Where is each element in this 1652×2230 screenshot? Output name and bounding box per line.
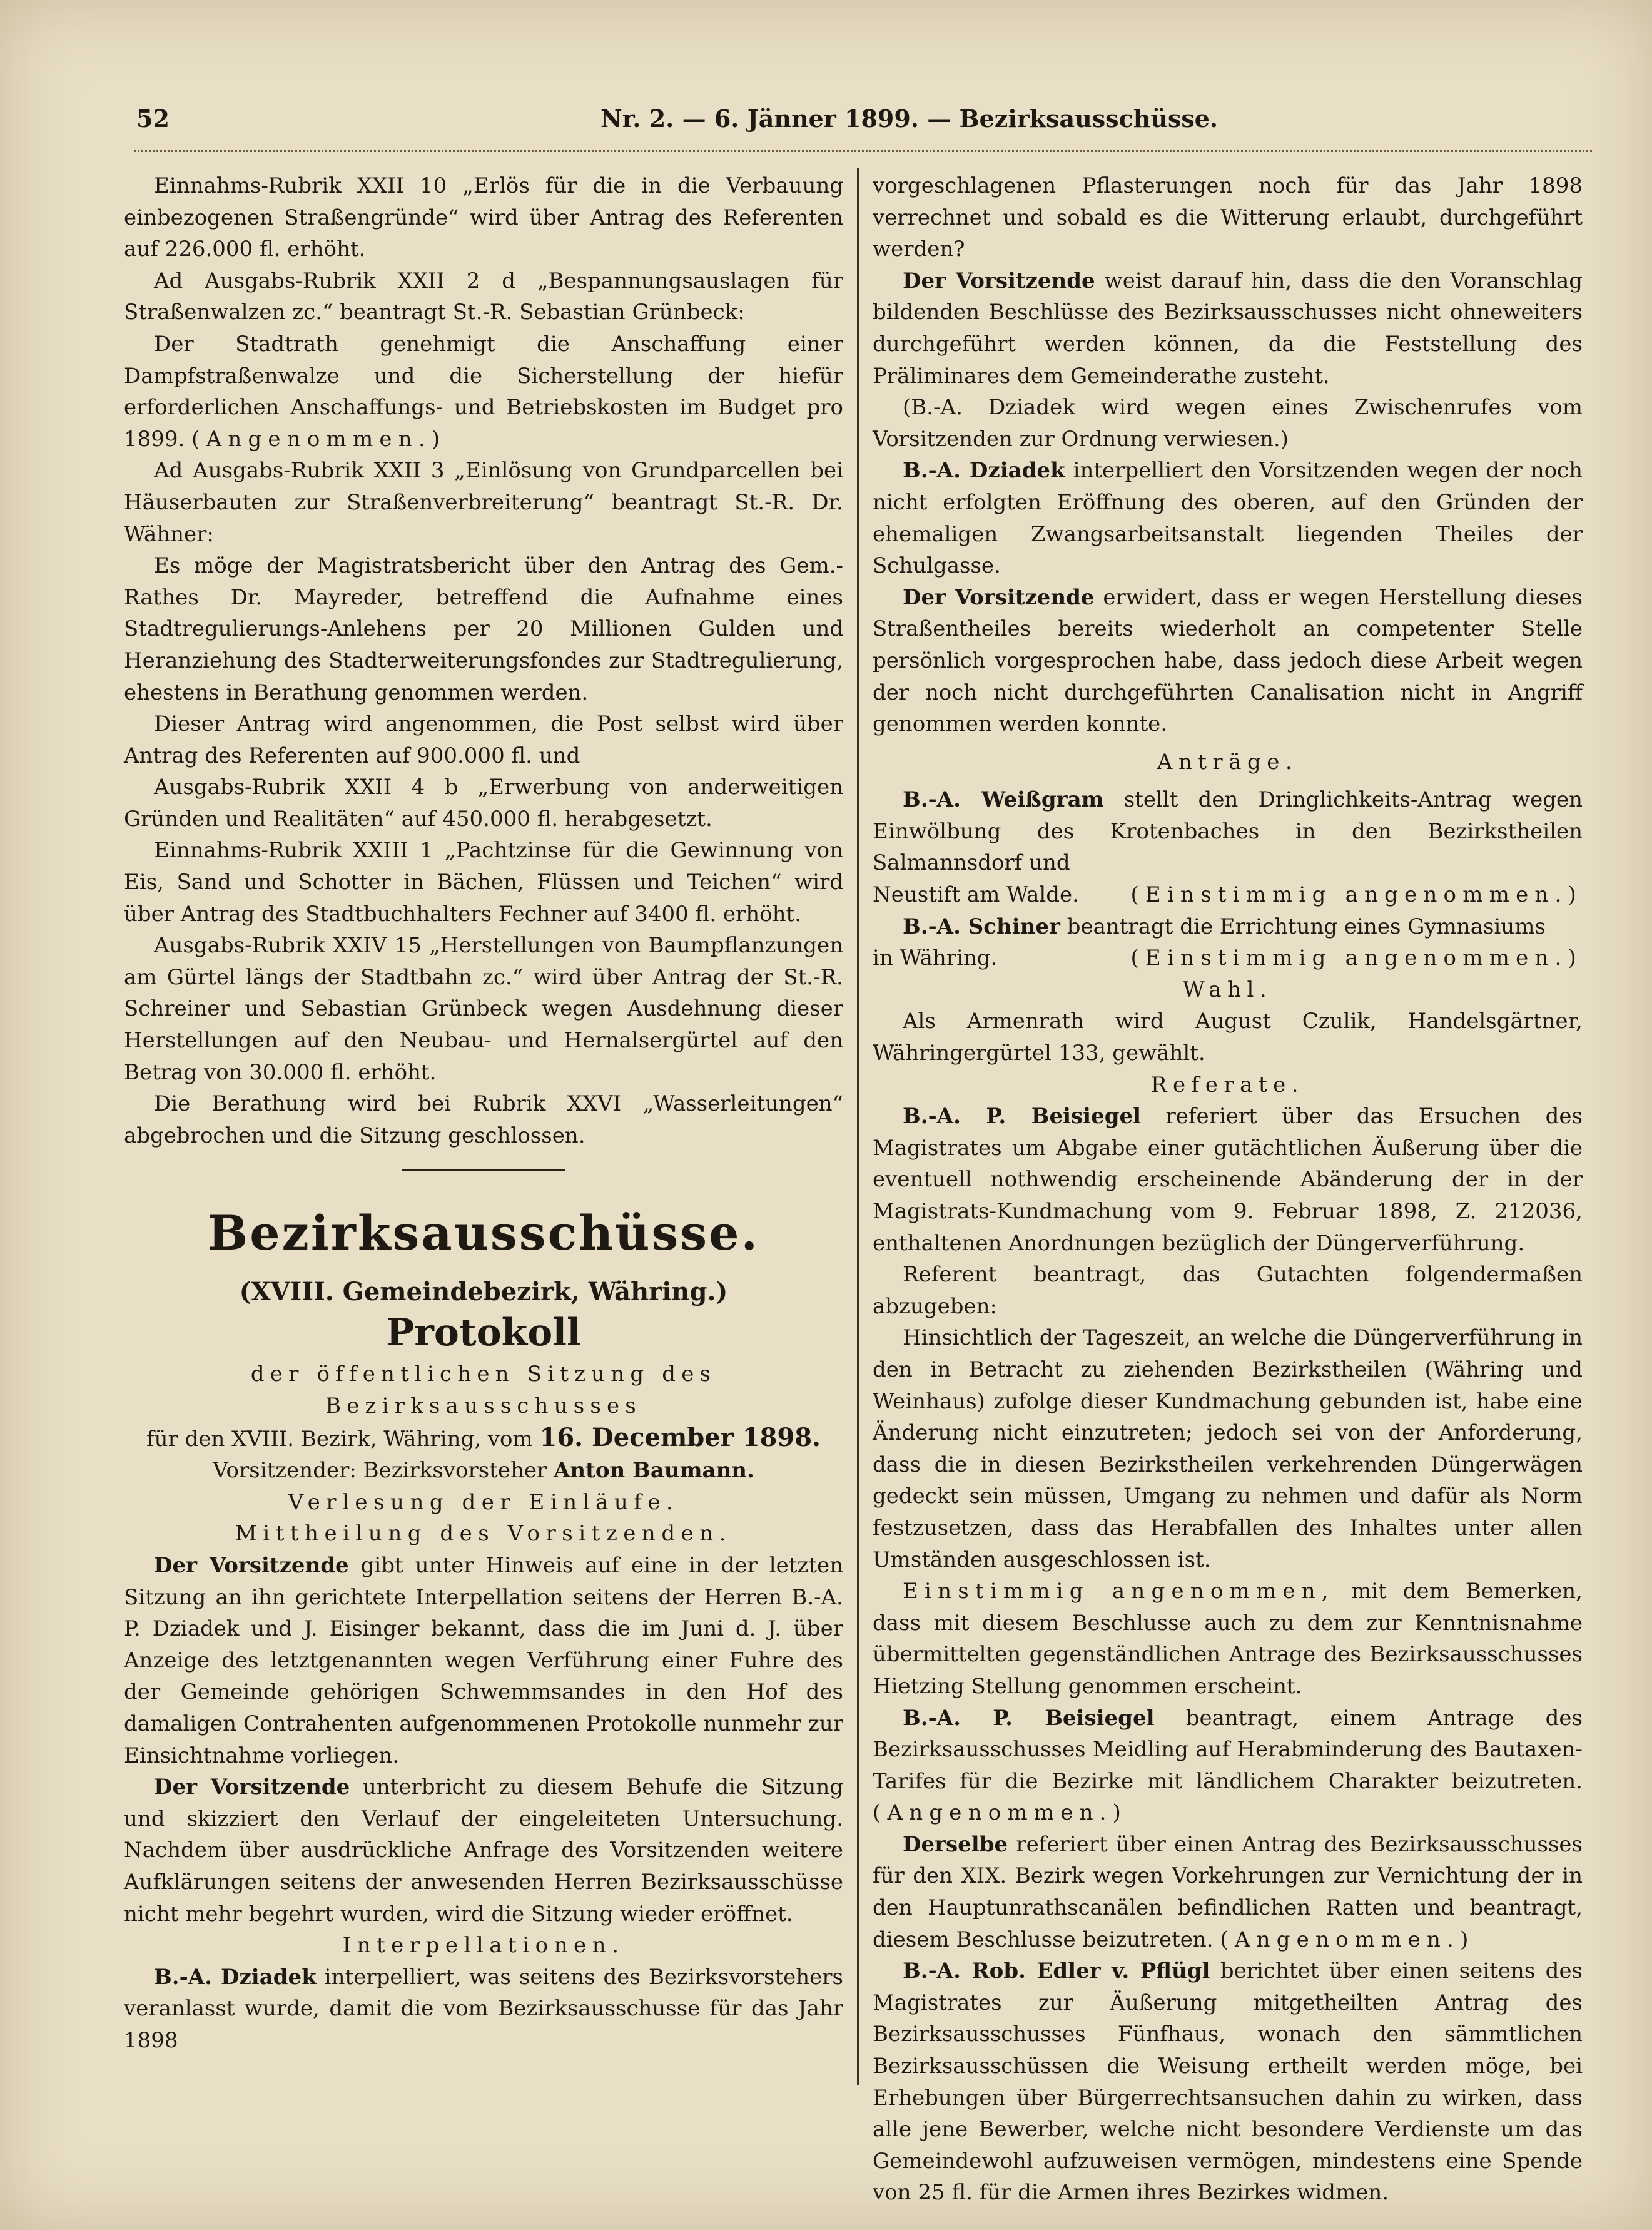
speaker-name: B.-A. P. Beisiegel bbox=[903, 1104, 1142, 1129]
speaker-name: Der Vorsitzende bbox=[154, 1774, 350, 1800]
paragraph: Einnahms-Rubrik XXIII 1 „Pachtzinse für die Gewinnung von Eis, Sand und Schotter in Bächen, Flüssen und Teichen“ wird über Antrag des Stadtbuchhalters Fechner auf 3400 fl. erhöht. bbox=[124, 838, 843, 927]
vote-result: (Angenommen.) bbox=[1220, 1927, 1475, 1952]
vote-row bbox=[873, 942, 1583, 974]
vote-result: (Einstimmig angenommen.) bbox=[1130, 882, 1583, 908]
header-divider bbox=[134, 150, 1592, 152]
paragraph-text: in Währing. bbox=[873, 945, 998, 971]
paragraph bbox=[873, 582, 1583, 740]
paragraph-text: Neustift am Walde. bbox=[873, 882, 1079, 908]
paragraph bbox=[124, 1550, 843, 1771]
paragraph: vorgeschlagenen Pflasterungen noch für das Jahr 1898 verrechnet und sobald es die Witterung erlaubt, durchgeführt werden? bbox=[873, 173, 1583, 262]
paragraph-text: berichtet über einen seitens des Magistrates zur Äußerung mitgetheilten Antrag des Bezirksausschusses Fünfhaus, wonach den sämmtlichen Bezirksausschüssen die Weisung ertheilt werden möge, bei Erhebungen über Bürgerrechtsansuchen dahin zu wirken, dass alle jene Bewerber, welche nicht besondere Verdienste um das Gemeindewohl aufzuweisen vermögen, mindestens eine Spende von 25 fl. für die Armen ihres Bezirkes widmen. bbox=[873, 1958, 1583, 2206]
district-heading: (XVIII. Gemeindebezirk, Währing.) bbox=[239, 1277, 728, 1307]
paragraph-text: beantragt, einem Antrage des Bezirksausschusses Meidling auf Herabminderung des Bautaxen-Tarifes für die Bezirke mit ländlichem Charakter beizutreten. bbox=[873, 1705, 1583, 1794]
paragraph: Als Armenrath wird August Czulik, Handelsgärtner, Währingergürtel 133, gewählt. bbox=[873, 1009, 1583, 1066]
chairman-line bbox=[124, 1455, 843, 1487]
paragraph bbox=[873, 911, 1583, 943]
paragraph: Hinsichtlich der Tageszeit, an welche die Düngerverführung in den in Betracht zu ziehenden Bezirkstheilen (Währing und Weinhaus) zufolge dieser Kundmachung gebunden ist, habe eine Änderung nicht einzutreten; jedoch sei von der Anforderung, dass die in diesen Bezirkstheilen verkehrenden Düngerwägen gedeckt sein müssen, Umgang zu nehmen und dafür als Norm festzusetzen, dass das Herabfallen des Inhaltes unter allen Umständen ausgeschlossen ist. bbox=[873, 1325, 1583, 1572]
paragraph bbox=[873, 1576, 1583, 1702]
paragraph: Die Berathung wird bei Rubrik XXVI „Wasserleitungen“ abgebrochen und die Sitzung geschlossen. bbox=[124, 1091, 843, 1148]
paragraph: Ad Ausgabs-Rubrik XXII 2 d „Bespannungsauslagen für Straßenwalzen zc.“ beantragt St.-R. Sebastian Grünbeck: bbox=[124, 268, 843, 325]
vote-result: (Einstimmig angenommen.) bbox=[1130, 945, 1583, 971]
speaker-name: Der Vorsitzende bbox=[903, 268, 1095, 293]
paragraph bbox=[873, 1829, 1583, 1955]
paragraph-text: beantragt die Errichtung eines Gymnasiums bbox=[1067, 914, 1546, 939]
right-column bbox=[873, 170, 1583, 2209]
paragraph bbox=[873, 784, 1583, 879]
speaker-name: B.-A. Dziadek bbox=[903, 458, 1065, 484]
paragraph-text: gibt unter Hinweis auf eine in der letzten Sitzung an ihn gerichtete Interpellation seitens der Herren B.-A. P. Dziadek und J. Eisinger bekannt, dass die im Juni d. J. über Anzeige des letztgenannten wegen Verführung einer Fuhre des der Gemeinde gehörigen Schwemmsandes in den Hof des damaligen Contrahenten aufgenommenen Protokolle nunmehr zur Einsichtnahme vorliegen. bbox=[124, 1552, 844, 1768]
paragraph-text: unterbricht zu diesem Behufe die Sitzung und skizziert den Verlauf der eingeleiteten Untersuchung. Nachdem über ausdrückliche Anfrage des Vorsitzenden weitere Aufklärungen seitens der anwesenden Herren Bezirksausschüsse nicht mehr begehrt wurden, wird die Sitzung wieder eröffnet. bbox=[124, 1774, 843, 1927]
section-divider bbox=[402, 1169, 565, 1171]
paragraph: Einnahms-Rubrik XXII 10 „Erlös für die in die Verbauung einbezogenen Straßengründe“ wird über Antrag des Referenten auf 226.000 fl. erhöht. bbox=[124, 173, 843, 262]
paragraph: Ausgabs-Rubrik XXII 4 b „Erwerbung von anderweitigen Gründen und Realitäten“ auf 450.000 fl. herabgesetzt. bbox=[124, 775, 843, 832]
speaker-name: B.-A. Dziadek bbox=[154, 1964, 317, 1990]
left-column bbox=[124, 170, 843, 2056]
subheading: Mittheilung des Vorsitzenden. bbox=[235, 1521, 732, 1547]
speaker-name: Derselbe bbox=[903, 1831, 1008, 1857]
paragraph-text: mit dem Bemerken, dass mit diesem Beschlusse auch zu dem zur Kenntnisnahme übermittelten gegenständlichen Antrage des Bezirksausschusses Hietzing Stellung genommen erscheint. bbox=[873, 1579, 1583, 1699]
paragraph-text: Der Stadtrath genehmigt die Anschaffung einer Dampfstraßenwalze und die Sicherstellung der hiefür erforderlichen Anschaffungs- und Betriebskosten im Budget pro 1899. bbox=[124, 331, 843, 452]
section-title: Bezirksausschüsse. bbox=[207, 1205, 760, 1261]
speaker-name: Der Vorsitzende bbox=[154, 1552, 349, 1578]
paragraph: Dieser Antrag wird angenommen, die Post selbst wird über Antrag des Referenten auf 900.000 fl. und bbox=[124, 711, 843, 768]
speaker-name: B.-A. Weißgram bbox=[903, 787, 1104, 813]
vote-result: (Angenommen.) bbox=[191, 426, 447, 452]
subheading: Referate. bbox=[1150, 1072, 1305, 1097]
session-date: 16. December 1898. bbox=[539, 1422, 821, 1452]
paragraph bbox=[873, 1955, 1583, 2209]
subheading: Verlesung der Einläufe. bbox=[288, 1489, 679, 1515]
subheading: Wahl. bbox=[1182, 977, 1273, 1002]
vote-row bbox=[873, 879, 1583, 911]
vote-result: (Angenommen.) bbox=[873, 1800, 1128, 1826]
speaker-name: Der Vorsitzende bbox=[903, 584, 1095, 610]
paragraph: Es möge der Magistratsbericht über den Antrag des Gem.-Rathes Dr. Mayreder, betreffend die Aufnahme eines Stadtregulierungs-Anlehens per 20 Millionen Gulden und Heranziehung des Stadterweiterungsfondes zur Stadtregulierung, ehestens in Berathung genommen werden. bbox=[124, 553, 843, 705]
paragraph: (B.-A. Dziadek wird wegen eines Zwischenrufes vom Vorsitzenden zur Ordnung verwiesen.) bbox=[873, 395, 1583, 452]
paragraph: Referent beantragt, das Gutachten folgendermaßen abzugeben: bbox=[873, 1262, 1583, 1319]
issue-line: Nr. 2. — 6. Jänner 1899. — Bezirksausschüsse. bbox=[600, 104, 1219, 133]
paragraph bbox=[873, 1703, 1583, 1829]
paragraph: Ad Ausgabs-Rubrik XXII 3 „Einlösung von Grundparcellen bei Häuserbauten zur Straßenverbreiterung“ beantragt St.-R. Dr. Wähner: bbox=[124, 458, 843, 547]
subheading: Interpellationen. bbox=[342, 1933, 625, 1958]
paragraph-text: interpelliert, was seitens des Bezirksvorstehers veranlasst wurde, damit die vom Bezirksausschusse für das Jahr 1898 bbox=[124, 1964, 844, 2053]
paragraph bbox=[873, 455, 1583, 581]
paragraph bbox=[124, 1962, 843, 2057]
paragraph-text: weist darauf hin, dass die den Voranschlag bildenden Beschlüsse des Bezirksausschusses nicht ohneweiters durchgeführt werden können, da die Feststellung des Präliminares dem Gemeinderathe zusteht. bbox=[873, 268, 1583, 389]
paragraph-text: erwidert, dass er wegen Herstellung dieses Straßentheiles bereits wiederholt an competenter Stelle persönlich vorgesprochen habe, dass jedoch diese Arbeit wegen der noch nicht durchgeführten Canalisation nicht in Angriff genommen werden konnte. bbox=[873, 584, 1583, 737]
paragraph-text: referiert über das Ersuchen des Magistrates um Abgabe einer gutächtlichen Äußerung über die eventuell nothwendig erscheinende Abänderung der in der Magistrats-Kundmachung vom 9. Februar 1898, Z. 212036, enthaltenen Anordnungen bezüglich der Düngerverführung. bbox=[873, 1104, 1583, 1256]
paragraph bbox=[873, 1101, 1583, 1259]
chairman-name: Anton Baumann. bbox=[554, 1458, 754, 1484]
speaker-name: B.-A. Rob. Edler v. Pflügl bbox=[903, 1958, 1210, 1984]
vote-result: Einstimmig angenommen, bbox=[903, 1579, 1335, 1604]
protokoll-date-line bbox=[124, 1422, 843, 1455]
paragraph bbox=[873, 265, 1583, 392]
page-number: 52 bbox=[136, 104, 170, 133]
paragraph bbox=[124, 1771, 843, 1930]
paragraph: Ausgabs-Rubrik XXIV 15 „Herstellungen von Baumpflanzungen am Gürtel längs der Stadtbahn zc.“ wird über Antrag der St.-R. Schreiner und Sebastian Grünbeck wegen Ausdehnung dieser Herstellungen auf den Neubau- und Hernalsergürtel auf den Betrag von 30.000 fl. erhöht. bbox=[124, 933, 843, 1085]
protokoll-subtitle: der öffentlichen Sitzung des Bezirksausschusses bbox=[250, 1362, 717, 1418]
subheading: Anträge. bbox=[1157, 749, 1299, 775]
protokoll-title: Protokoll bbox=[386, 1311, 581, 1355]
column-divider bbox=[857, 168, 859, 2085]
running-header bbox=[0, 94, 1652, 144]
protokoll-date-prefix: für den XVIII. Bezirk, Währing, vom bbox=[146, 1426, 533, 1452]
paragraph-text: referiert über einen Antrag des Bezirksausschusses für den XIX. Bezirk wegen Vorkehrungen zur Vernichtung der in den Hauptunrathscanälen befindlichen Ratten und beantragt, diesem Beschlusse beizutreten. bbox=[873, 1831, 1583, 1952]
paragraph-text: stellt den Dringlichkeits-Antrag wegen Einwölbung des Krotenbaches in den Bezirkstheilen Salmannsdorf und bbox=[873, 787, 1583, 876]
paragraph bbox=[124, 328, 843, 455]
chairman-label: Vorsitzender: Bezirksvorsteher bbox=[213, 1458, 547, 1484]
speaker-name: B.-A. P. Beisiegel bbox=[903, 1705, 1155, 1731]
speaker-name: B.-A. Schiner bbox=[903, 914, 1060, 939]
paragraph-text: interpelliert den Vorsitzenden wegen der noch nicht erfolgten Eröffnung des oberen, auf den Gründen der ehemaligen Zwangsarbeitsanstalt liegenden Theiles der Schulgasse. bbox=[873, 458, 1583, 579]
